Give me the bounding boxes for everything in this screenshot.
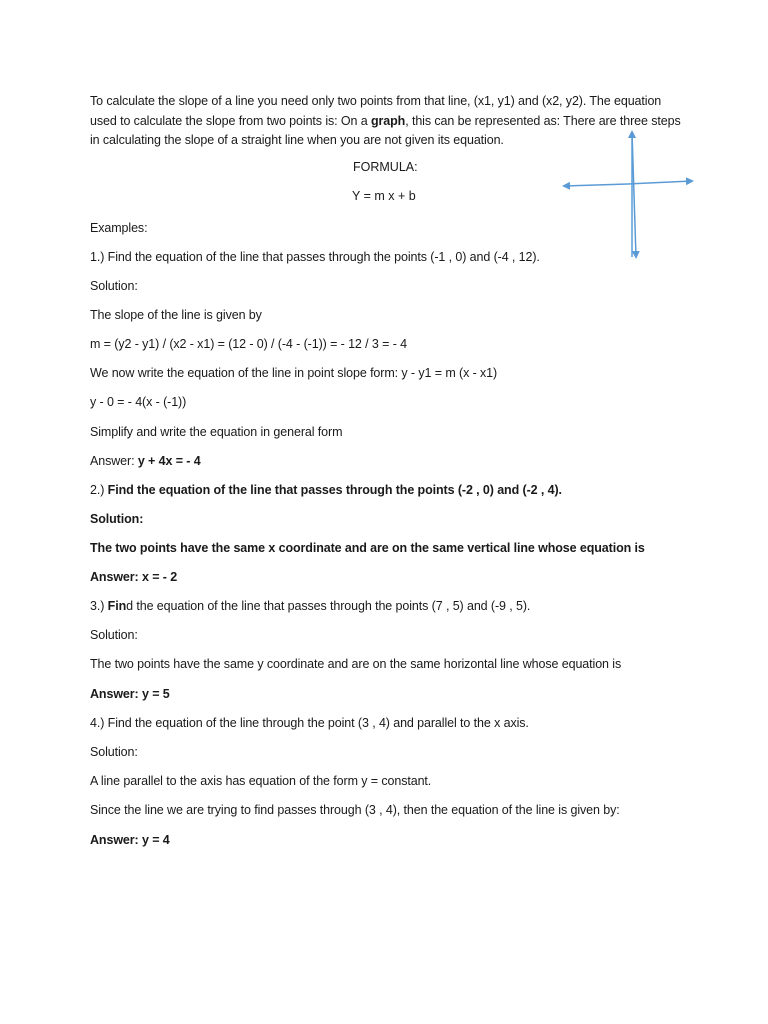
coordinate-axes-graphic (560, 126, 700, 266)
ex3-bold-start: Fin (107, 599, 127, 613)
ex4-since: Since the line we are trying to find passes through (3 , 4), then the equation of the line is given by: (90, 803, 620, 817)
ex2-solution-text: Solution: (90, 512, 144, 526)
ex2-solution-label (90, 510, 143, 528)
ex3-answer-text: Answer: y = 5 (90, 687, 170, 701)
intro-text-1: To calculate the slope of a line you need only two points from that line, (x1, y1) and (x2, y2). The equation used to calculate the slope from two points is: On a (90, 94, 662, 128)
ex1-answer-value: y + 4x = - 4 (137, 454, 201, 468)
formula: Y = m x + b (352, 189, 416, 203)
ex1-question: 1.) Find the equation of the line that passes through the points (-1 , 0) and (-4 , 12). (90, 250, 540, 264)
ex3-question (90, 597, 530, 615)
ex1-solution-label: Solution: (90, 279, 138, 293)
ex4-answer (90, 831, 170, 849)
ex2-question-text: Find the equation of the line that passes through the points (-2 , 0) and (-2 , 4). (107, 483, 562, 497)
ex1-slope-intro: The slope of the line is given by (90, 308, 262, 322)
ex2-explanation (90, 539, 645, 557)
ex1-substitution: y - 0 = - 4(x - (-1)) (90, 395, 187, 409)
ex1-simplify: Simplify and write the equation in general form (90, 425, 343, 439)
intro-bold-graph: graph (370, 113, 406, 128)
ex2-explanation-text: The two points have the same x coordinate and are on the same vertical line whose equation is (90, 541, 645, 555)
examples-label: Examples: (90, 221, 148, 235)
ex3-explanation: The two points have the same y coordinate and are on the same horizontal line whose equation is (90, 657, 622, 671)
ex2-answer (90, 568, 177, 586)
x-axis-left-arrow (564, 184, 628, 186)
ex3-number: 3.) (90, 599, 108, 613)
ex1-answer-label: Answer: (90, 454, 138, 468)
ex4-question: 4.) Find the equation of the line through the point (3 , 4) and parallel to the x axis. (90, 716, 529, 730)
ex1-point-slope: We now write the equation of the line in point slope form: y - y1 = m (x - x1) (90, 366, 498, 380)
ex2-question (90, 481, 562, 499)
ex4-solution-label: Solution: (90, 745, 138, 759)
x-axis-right-arrow (628, 181, 692, 184)
ex2-answer-text: Answer: x = - 2 (90, 570, 178, 584)
intro-text-2: , this can be represented as: There are three steps in calculating the slope of a straight line when you are not given its equation. (90, 113, 681, 147)
ex2-number: 2.) (90, 483, 108, 497)
ex4-explanation: A line parallel to the axis has equation of the form y = constant. (90, 774, 432, 788)
ex3-answer (90, 685, 170, 703)
ex4-answer-text: Answer: y = 4 (90, 833, 170, 847)
ex3-question-rest: d the equation of the line that passes through the points (7 , 5) and (-9 , 5). (126, 599, 531, 613)
formula-label: FORMULA: (353, 160, 418, 174)
ex1-answer (90, 452, 201, 470)
ex3-solution-label: Solution: (90, 628, 138, 642)
ex1-slope-calc: m = (y2 - y1) / (x2 - x1) = (12 - 0) / (-4 - (-1)) = - 12 / 3 = - 4 (90, 337, 407, 351)
